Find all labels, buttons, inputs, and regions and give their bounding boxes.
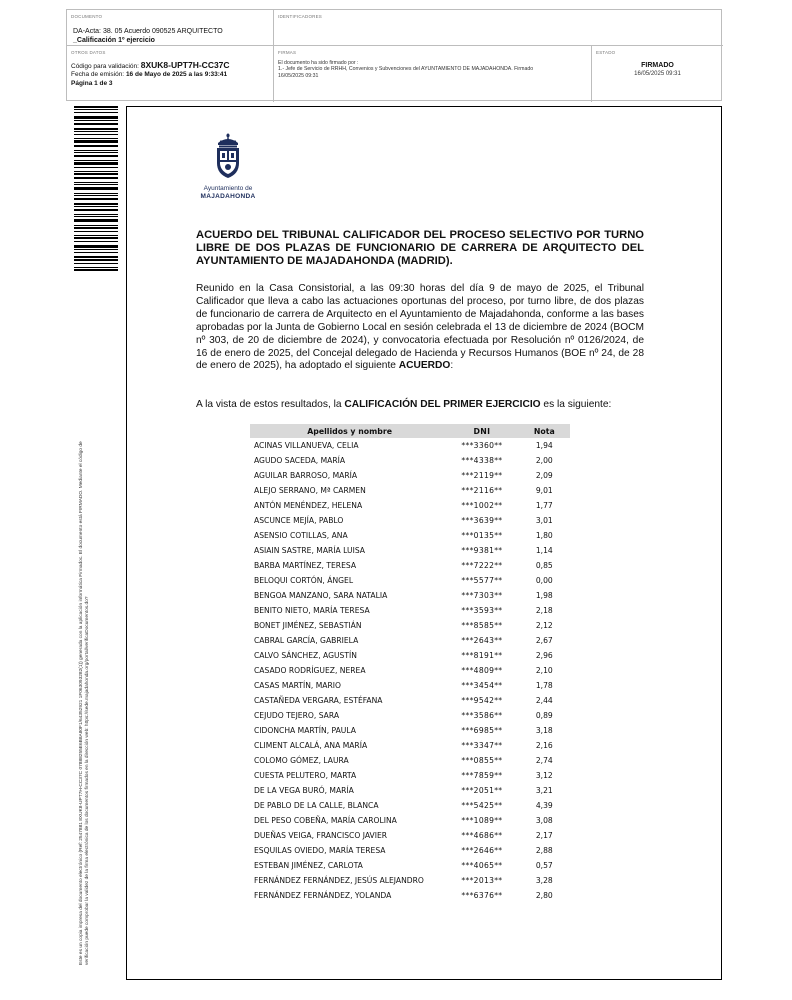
barcode-bar bbox=[74, 187, 118, 190]
candidate-name: ACINAS VILLANUEVA, CELIA bbox=[254, 441, 359, 450]
candidate-dni: ***9381** bbox=[461, 546, 503, 555]
candidate-name: FERNÁNDEZ FERNÁNDEZ, YOLANDA bbox=[254, 891, 392, 900]
candidate-dni: ***8585** bbox=[461, 621, 503, 630]
barcode-bar bbox=[74, 263, 118, 264]
body-text: Reunido en la Casa Consistorial, a las 09:30 horas del día 9 de mayo de 2025, el Tribunal Calificador que lleva a cabo las actuaciones oportunas del proceso, por turno libre, de dos plazas de funcionario de carrera de Arquitecto en el Ayuntamiento de Majadahonda, conforme a las bases aprobadas por la Junta de Gobierno Local en sesión celebrada el 13 de diciembre de 2024 (BOCM nº 303, de 20 de diciembre de 2024), y convocatoria efectuada por Resolución nº 0126/2024, de 16 de enero de 2025, del Concejal delegado de Hacienda y Recursos Humanos (BOE nº 24, de 28 de enero de 2025), ha adoptado el siguiente bbox=[196, 283, 644, 372]
candidate-name: ALEJO SERRANO, Mª CARMEN bbox=[254, 486, 366, 495]
candidate-dni: ***3586** bbox=[461, 711, 503, 720]
candidate-score: 2,00 bbox=[535, 456, 553, 465]
side-text-line-1: Este es un copia impresa del documento electrónico (Ref: 2547881 8XUK8-UPT7H-CC37C 07888255E6B8A80F1/64352921 1F063093282(1)) generada con la aplicación informática Firmadoc. El documento está FIRMADO. Mediante el código de bbox=[79, 441, 84, 965]
candidate-dni: ***5425** bbox=[461, 801, 503, 810]
barcode bbox=[74, 106, 118, 276]
candidate-score: 0,85 bbox=[535, 561, 553, 570]
table-body bbox=[250, 438, 570, 903]
candidate-score: 2,17 bbox=[535, 831, 553, 840]
barcode-bar bbox=[74, 106, 118, 108]
barcode-bar bbox=[74, 203, 118, 205]
candidate-score: 2,74 bbox=[535, 756, 553, 765]
candidate-name: CALVO SÁNCHEZ, AGUSTÍN bbox=[254, 651, 357, 660]
barcode-bar bbox=[74, 227, 118, 229]
candidate-dni: ***1002** bbox=[461, 501, 503, 510]
candidate-dni: ***0135** bbox=[461, 531, 503, 540]
candidate-score: 1,14 bbox=[535, 546, 553, 555]
candidate-dni: ***4338** bbox=[461, 456, 503, 465]
candidate-dni: ***3639** bbox=[461, 516, 503, 525]
candidate-score: 2,10 bbox=[535, 666, 553, 675]
candidate-score: 2,96 bbox=[535, 651, 553, 660]
barcode-bar bbox=[74, 193, 118, 194]
table-row bbox=[250, 723, 570, 738]
candidate-dni: ***8191** bbox=[461, 651, 503, 660]
candidate-score: 9,01 bbox=[535, 486, 553, 495]
candidate-score: 3,08 bbox=[535, 816, 553, 825]
table-row bbox=[250, 483, 570, 498]
barcode-bar bbox=[74, 245, 118, 248]
firmas-line-3: 16/05/2025 09:31 bbox=[278, 72, 319, 79]
candidate-name: COLOMO GÓMEZ, LAURA bbox=[254, 756, 349, 765]
candidate-name: CIDONCHA MARTÍN, PAULA bbox=[254, 726, 356, 735]
candidate-dni: ***6376** bbox=[461, 891, 503, 900]
validation-code-label: Código para validación: bbox=[71, 62, 139, 70]
candidate-dni: ***2119** bbox=[461, 471, 503, 480]
table-row bbox=[250, 543, 570, 558]
barcode-bar bbox=[74, 120, 118, 121]
barcode-bar bbox=[74, 128, 118, 130]
candidate-name: BENGOA MANZANO, SARA NATALIA bbox=[254, 591, 388, 600]
barcode-bar bbox=[74, 177, 118, 179]
barcode-bar bbox=[74, 225, 118, 226]
candidate-dni: ***1089** bbox=[461, 816, 503, 825]
candidate-dni: ***9542** bbox=[461, 696, 503, 705]
candidate-name: BARBA MARTÍNEZ, TERESA bbox=[254, 561, 357, 570]
candidate-dni: ***2646** bbox=[461, 846, 503, 855]
candidate-dni: ***4809** bbox=[461, 666, 503, 675]
table-row bbox=[250, 558, 570, 573]
candidate-dni: ***2116** bbox=[461, 486, 503, 495]
candidate-score: 1,78 bbox=[535, 681, 553, 690]
candidate-score: 2,18 bbox=[535, 606, 553, 615]
barcode-bar bbox=[74, 219, 118, 222]
header-name: Apellidos y nombre bbox=[250, 424, 445, 438]
barcode-bar bbox=[74, 184, 118, 185]
candidate-score: 2,09 bbox=[535, 471, 553, 480]
candidate-name: CUESTA PELUTERO, MARTA bbox=[254, 771, 357, 780]
candidate-name: CEJUDO TEJERO, SARA bbox=[254, 711, 340, 720]
table-row bbox=[250, 678, 570, 693]
firmas-text bbox=[278, 60, 587, 80]
validation-code-line bbox=[71, 61, 269, 72]
candidate-name: DE PABLO DE LA CALLE, BLANCA bbox=[254, 801, 379, 810]
candidate-name: ASENSIO COTILLAS, ANA bbox=[254, 531, 348, 540]
barcode-bar bbox=[74, 167, 118, 168]
table-row bbox=[250, 768, 570, 783]
barcode-bar bbox=[74, 152, 118, 153]
candidate-dni: ***6985** bbox=[461, 726, 503, 735]
candidate-score: 3,01 bbox=[535, 516, 553, 525]
estado-value: FIRMADO bbox=[641, 61, 674, 69]
candidate-score: 3,12 bbox=[535, 771, 553, 780]
barcode-bar bbox=[74, 123, 118, 125]
barcode-bar bbox=[74, 162, 118, 165]
document-title: ACUERDO DEL TRIBUNAL CALIFICADOR DEL PROCESO SELECTIVO POR TURNO LIBRE DE DOS PLAZAS DE FUNCIONARIO DE CARRERA DE ARQUITECTO DEL AYUNTAMIENTO DE MAJADAHONDA (MADRID). bbox=[196, 229, 644, 267]
barcode-bar bbox=[74, 140, 118, 143]
candidate-score: 3,21 bbox=[535, 786, 553, 795]
barcode-bar bbox=[74, 155, 118, 157]
candidate-name: CABRAL GARCÍA, GABRIELA bbox=[254, 636, 359, 645]
candidate-name: CASAS MARTÍN, MARIO bbox=[254, 681, 341, 690]
barcode-bar bbox=[74, 160, 118, 161]
logo-line-2: MAJADAHONDA bbox=[200, 192, 256, 200]
candidate-dni: ***2051** bbox=[461, 786, 503, 795]
barcode-bar bbox=[74, 116, 118, 119]
document-header bbox=[66, 9, 722, 101]
barcode-bar bbox=[74, 206, 118, 207]
firmas-line-1: El documento ha sido firmado por : bbox=[278, 59, 359, 66]
candidate-dni: ***7222** bbox=[461, 561, 503, 570]
candidate-name: CASTAÑEDA VERGARA, ESTÉFANA bbox=[254, 696, 383, 705]
candidate-score: 2,44 bbox=[535, 696, 553, 705]
candidate-dni: ***4065** bbox=[461, 861, 503, 870]
barcode-bar bbox=[74, 209, 118, 211]
barcode-bar bbox=[74, 138, 118, 139]
candidate-name: ESQUILAS OVIEDO, MARÍA TERESA bbox=[254, 846, 386, 855]
candidate-dni: ***5577** bbox=[461, 576, 503, 585]
candidate-name: DE LA VEGA BURÓ, MARÍA bbox=[254, 786, 354, 795]
verification-side-text bbox=[79, 441, 91, 965]
side-text-line-2: verificación puede comprobar la validez de la firma electrónica de los documentos firmados en la dirección web: https://sede.majadahonda.org/portal/verificaDocumentos.do? bbox=[85, 596, 90, 965]
body-paragraph bbox=[196, 283, 644, 373]
table-row bbox=[250, 828, 570, 843]
candidate-score: 1,98 bbox=[535, 591, 553, 600]
barcode-bar bbox=[74, 214, 118, 215]
candidate-name: CASADO RODRÍGUEZ, NEREA bbox=[254, 666, 366, 675]
candidate-name: BENITO NIETO, MARÍA TERESA bbox=[254, 606, 370, 615]
intro-pre: A la vista de estos resultados, la bbox=[196, 399, 345, 410]
candidate-dni: ***7859** bbox=[461, 771, 503, 780]
table-row bbox=[250, 858, 570, 873]
header-score: Nota bbox=[519, 424, 570, 438]
candidate-score: 1,77 bbox=[535, 501, 553, 510]
table-row bbox=[250, 633, 570, 648]
emission-date-value: 16 de Mayo de 2025 a las 9:33:41 bbox=[125, 71, 228, 78]
table-row bbox=[250, 708, 570, 723]
candidate-dni: ***3454** bbox=[461, 681, 503, 690]
table-row bbox=[250, 693, 570, 708]
candidate-name: BONET JIMÉNEZ, SEBASTIÁN bbox=[254, 621, 362, 630]
identificadores-label: IDENTIFICADORES bbox=[278, 14, 323, 19]
documento-cell bbox=[67, 10, 274, 46]
header-dni: DNI bbox=[445, 424, 518, 438]
barcode-bar bbox=[74, 150, 118, 151]
candidate-score: 4,39 bbox=[535, 801, 553, 810]
table-row bbox=[250, 513, 570, 528]
barcode-bar bbox=[74, 259, 118, 261]
logo-text bbox=[188, 185, 268, 200]
candidate-name: ESTEBAN JIMÉNEZ, CARLOTA bbox=[254, 861, 363, 870]
coat-of-arms-icon bbox=[213, 133, 243, 179]
table-row bbox=[250, 603, 570, 618]
barcode-bar bbox=[74, 235, 118, 236]
candidate-name: AGUILAR BARROSO, MARÍA bbox=[254, 471, 358, 480]
table-row bbox=[250, 663, 570, 678]
intro-bold: CALIFICACIÓN DEL PRIMER EJERCICIO bbox=[344, 399, 541, 410]
table-header-row bbox=[250, 424, 570, 438]
municipality-logo bbox=[188, 133, 268, 200]
candidate-score: 2,80 bbox=[535, 891, 553, 900]
estado-label: ESTADO bbox=[596, 50, 616, 55]
table-row bbox=[250, 573, 570, 588]
barcode-bar bbox=[74, 134, 118, 135]
results-table bbox=[250, 424, 570, 903]
estado-cell bbox=[592, 46, 723, 102]
table-row bbox=[250, 588, 570, 603]
barcode-bar bbox=[74, 237, 118, 239]
candidate-score: 2,16 bbox=[535, 741, 553, 750]
page-number: Página 1 de 3 bbox=[71, 79, 113, 87]
candidate-dni: ***0855** bbox=[461, 756, 503, 765]
body-end: : bbox=[450, 360, 454, 372]
candidate-name: DEL PESO COBEÑA, MARÍA CAROLINA bbox=[254, 816, 397, 825]
candidate-dni: ***7303** bbox=[461, 591, 503, 600]
candidate-score: 2,67 bbox=[535, 636, 553, 645]
candidate-score: 2,12 bbox=[535, 621, 553, 630]
table-row bbox=[250, 783, 570, 798]
table-row bbox=[250, 528, 570, 543]
table-row bbox=[250, 873, 570, 888]
table-row bbox=[250, 798, 570, 813]
firmas-line-2: 1.- Jefe de Servicio de RRHH, Convenios y Subvenciones del AYUNTAMIENTO DE MAJADAHONDA. Firmado bbox=[278, 66, 534, 72]
document-name-line-2: _Calificación 1º ejercicio bbox=[73, 36, 155, 44]
barcode-bar bbox=[74, 249, 118, 250]
barcode-bar bbox=[74, 195, 118, 196]
estado-date: 16/05/2025 09:31 bbox=[634, 71, 681, 77]
candidate-score: 3,18 bbox=[535, 726, 553, 735]
validation-code-value: 8XUK8-UPT7H-CC37C bbox=[140, 59, 230, 70]
barcode-bar bbox=[74, 112, 118, 113]
barcode-bar bbox=[74, 231, 118, 232]
candidate-score: 3,28 bbox=[535, 876, 553, 885]
barcode-bar bbox=[74, 252, 118, 253]
logo-line-1: Ayuntamiento de bbox=[203, 185, 253, 192]
table-row bbox=[250, 438, 570, 453]
candidate-dni: ***2013** bbox=[461, 876, 503, 885]
otros-datos-label: OTROS DATOS bbox=[71, 50, 106, 55]
candidate-name: CLIMENT ALCALÁ, ANA MARÍA bbox=[254, 741, 368, 750]
table-row bbox=[250, 498, 570, 513]
table-row bbox=[250, 648, 570, 663]
candidate-dni: ***2643** bbox=[461, 636, 503, 645]
candidate-name: ASCUNCE MEJÍA, PABLO bbox=[254, 516, 344, 525]
barcode-bar bbox=[74, 241, 118, 242]
barcode-bar bbox=[74, 216, 118, 217]
table-row bbox=[250, 738, 570, 753]
table-row bbox=[250, 888, 570, 903]
emission-date-label: Fecha de emisión: bbox=[71, 71, 125, 78]
barcode-bar bbox=[74, 173, 118, 175]
results-intro bbox=[196, 398, 644, 411]
candidate-score: 0,57 bbox=[535, 861, 553, 870]
barcode-bar bbox=[74, 267, 118, 268]
candidate-score: 1,80 bbox=[535, 531, 553, 540]
candidate-dni: ***3593** bbox=[461, 606, 503, 615]
table-row bbox=[250, 753, 570, 768]
barcode-bar bbox=[74, 171, 118, 172]
document-name-line-1: DA-Acta: 38. 05 Acuerdo 090525 ARQUITECTO bbox=[73, 27, 223, 35]
table-row bbox=[250, 618, 570, 633]
barcode-bar bbox=[74, 198, 118, 200]
identificadores-cell bbox=[274, 10, 723, 46]
candidate-dni: ***4686** bbox=[461, 831, 503, 840]
table-row bbox=[250, 813, 570, 828]
table-row bbox=[250, 468, 570, 483]
intro-post: es la siguiente: bbox=[540, 399, 612, 410]
barcode-bar bbox=[74, 109, 118, 110]
candidate-name: BELOQUI CORTÓN, ÁNGEL bbox=[254, 576, 354, 585]
candidate-name: ANTÓN MENÉNDEZ, HELENA bbox=[254, 501, 363, 510]
emission-date-line bbox=[71, 71, 269, 80]
candidate-score: 0,89 bbox=[535, 711, 553, 720]
barcode-bar bbox=[74, 269, 118, 271]
candidate-name: FERNÁNDEZ FERNÁNDEZ, JESÚS ALEJANDRO bbox=[254, 876, 424, 885]
body-bold: ACUERDO bbox=[398, 360, 451, 372]
barcode-bar bbox=[74, 145, 118, 147]
candidate-name: DUEÑAS VEIGA, FRANCISCO JAVIER bbox=[254, 831, 388, 840]
firmas-label: FIRMAS bbox=[278, 50, 297, 55]
otros-datos-cell bbox=[67, 46, 274, 102]
barcode-bar bbox=[74, 256, 118, 258]
documento-label: DOCUMENTO bbox=[71, 14, 103, 19]
candidate-score: 0,00 bbox=[535, 576, 553, 585]
barcode-bar bbox=[74, 182, 118, 183]
candidate-dni: ***3347** bbox=[461, 741, 503, 750]
table-row bbox=[250, 843, 570, 858]
firmas-cell bbox=[274, 46, 592, 102]
candidate-score: 1,94 bbox=[535, 441, 553, 450]
candidate-name: ASIAIN SASTRE, MARÍA LUISA bbox=[254, 546, 365, 555]
candidate-score: 2,88 bbox=[535, 846, 553, 855]
candidate-dni: ***3360** bbox=[461, 441, 503, 450]
table-row bbox=[250, 453, 570, 468]
document-name bbox=[73, 27, 269, 45]
candidate-name: AGUDO SACEDA, MARÍA bbox=[254, 456, 346, 465]
barcode-bar bbox=[74, 131, 118, 132]
